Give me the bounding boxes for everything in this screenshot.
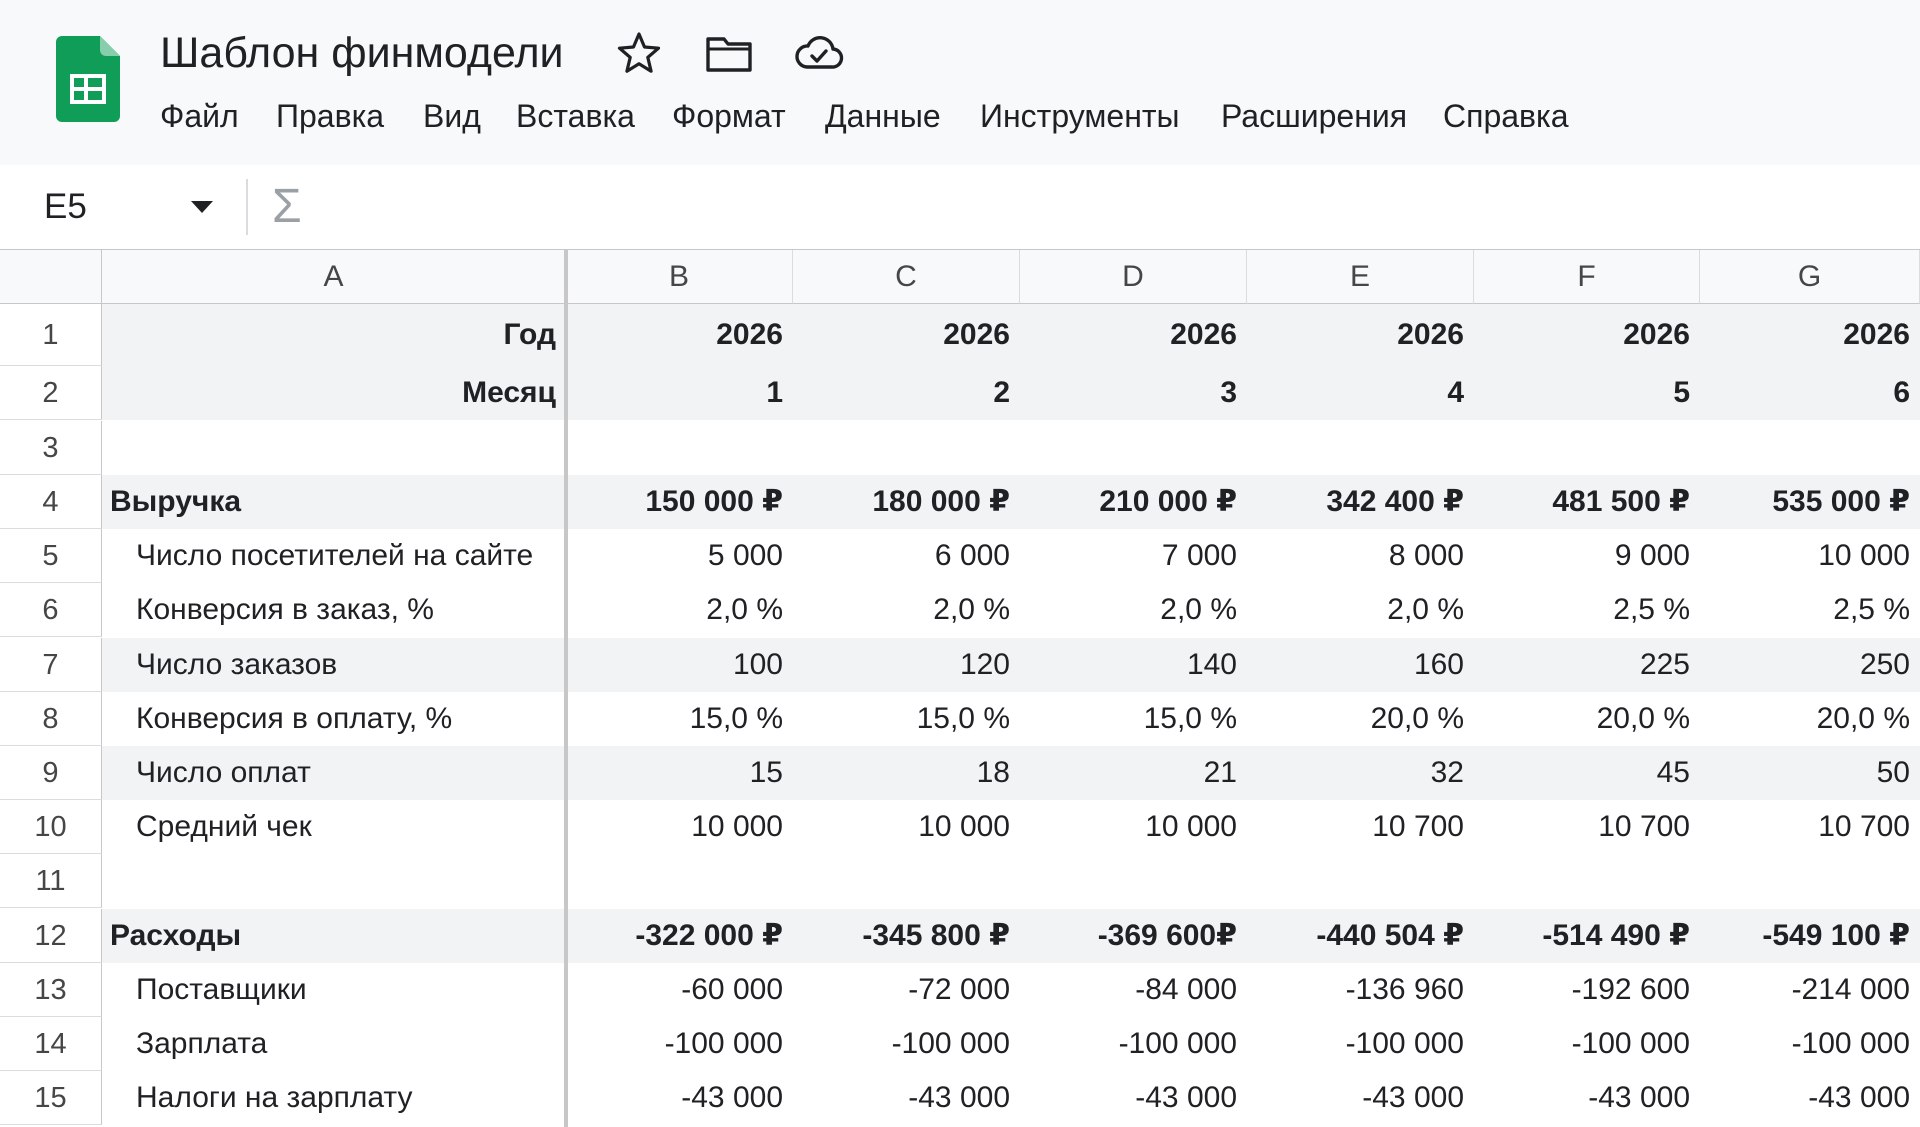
cell-f1[interactable]: 2026 [1474, 304, 1700, 366]
cell-a7[interactable]: Число заказов [102, 638, 564, 692]
cell-c14[interactable]: -100 000 [891, 1027, 1010, 1060]
column-header-e[interactable]: E [1247, 250, 1474, 304]
cell-a15[interactable]: Налоги на зарплату [136, 1081, 413, 1114]
table-row [0, 692, 1920, 746]
cell-b6[interactable]: 2,0 % [706, 593, 783, 626]
row-number-header[interactable]: 7 [0, 638, 102, 692]
cell-g6[interactable]: 2,5 % [1833, 593, 1910, 626]
cell-f9[interactable]: 45 [1474, 746, 1700, 800]
cell-c8[interactable]: 15,0 % [916, 702, 1010, 735]
column-header-d[interactable]: D [1020, 250, 1247, 304]
row-number-header[interactable]: 10 [0, 800, 102, 854]
cell-d8[interactable]: 15,0 % [1143, 702, 1237, 735]
menu-view[interactable]: Вид [423, 98, 481, 134]
table-row [0, 638, 1920, 692]
cell-d10[interactable]: 10 000 [1145, 810, 1237, 843]
row-number-header[interactable]: 3 [0, 421, 102, 475]
cell-f12[interactable]: -514 490 ₽ [1474, 909, 1700, 963]
cell-c11[interactable] [793, 854, 1020, 908]
row-number-header[interactable]: 9 [0, 746, 102, 800]
cell-f7[interactable]: 225 [1474, 638, 1700, 692]
table-row [0, 746, 1920, 800]
folder-icon[interactable] [704, 28, 754, 78]
cell-b3[interactable] [566, 421, 793, 475]
cell-b9[interactable]: 15 [566, 746, 793, 800]
cell-c7[interactable]: 120 [793, 638, 1020, 692]
cell-e11[interactable] [1247, 854, 1474, 908]
cell-e14[interactable]: -100 000 [1345, 1027, 1464, 1060]
cell-g3[interactable] [1700, 421, 1920, 475]
sheets-logo-icon[interactable] [56, 36, 120, 122]
cell-c3[interactable] [793, 421, 1020, 475]
menu-file[interactable]: Файл [160, 98, 239, 134]
cell-g8[interactable]: 20,0 % [1816, 702, 1910, 735]
row-number-header[interactable]: 13 [0, 963, 102, 1017]
cloud-saved-icon[interactable] [794, 28, 844, 78]
table-row [0, 421, 1920, 475]
row-number-header[interactable]: 2 [0, 366, 102, 420]
menu-extensions[interactable]: Расширения [1221, 98, 1408, 134]
spreadsheet-grid [0, 250, 1920, 1127]
cell-f13[interactable]: -192 600 [1571, 973, 1690, 1006]
cell-e8[interactable]: 20,0 % [1370, 702, 1464, 735]
cell-e10[interactable]: 10 700 [1372, 810, 1464, 843]
column-header-f[interactable]: F [1474, 250, 1700, 304]
cell-f8[interactable]: 20,0 % [1596, 702, 1690, 735]
cell-f11[interactable] [1474, 854, 1700, 908]
cell-a6[interactable]: Конверсия в заказ, % [136, 593, 434, 626]
cell-d14[interactable]: -100 000 [1118, 1027, 1237, 1060]
cell-d7[interactable]: 140 [1020, 638, 1247, 692]
cell-a1[interactable]: Год [102, 304, 564, 366]
cell-f10[interactable]: 10 700 [1598, 810, 1690, 843]
cell-e3[interactable] [1247, 421, 1474, 475]
cell-b8[interactable]: 15,0 % [689, 702, 783, 735]
cell-c4[interactable]: 180 000 ₽ [793, 475, 1020, 529]
cell-g12[interactable]: -549 100 ₽ [1700, 909, 1920, 963]
cell-c2[interactable]: 2 [793, 366, 1020, 420]
dropdown-caret-icon[interactable] [188, 195, 216, 219]
column-header-g[interactable]: G [1700, 250, 1920, 304]
cell-c5[interactable]: 6 000 [934, 539, 1010, 572]
cell-a4[interactable]: Выручка [102, 475, 564, 529]
cell-c13[interactable]: -72 000 [908, 973, 1010, 1006]
star-icon[interactable] [614, 28, 664, 78]
table-row [0, 366, 1920, 420]
column-header-c[interactable]: C [793, 250, 1020, 304]
cell-c12[interactable]: -345 800 ₽ [793, 909, 1020, 963]
formula-bar-divider [246, 179, 248, 235]
menu-tools[interactable]: Инструменты [980, 98, 1180, 134]
row-number-header[interactable]: 6 [0, 583, 102, 637]
cell-b10[interactable]: 10 000 [691, 810, 783, 843]
formula-input[interactable] [330, 175, 1910, 239]
cell-reference: E5 [44, 187, 87, 226]
menu-edit[interactable]: Правка [276, 98, 385, 134]
cell-c10[interactable]: 10 000 [918, 810, 1010, 843]
column-header-b[interactable]: B [566, 250, 793, 304]
cell-d3[interactable] [1020, 421, 1247, 475]
table-row [0, 800, 1920, 854]
cell-f14[interactable]: -100 000 [1571, 1027, 1690, 1060]
cell-b13[interactable]: -60 000 [681, 973, 783, 1006]
column-header-a[interactable]: A [102, 250, 566, 304]
cell-a2[interactable]: Месяц [102, 366, 564, 420]
cell-d1[interactable]: 2026 [1020, 304, 1247, 366]
document-title[interactable]: Шаблон финмодели [160, 29, 564, 77]
cell-g9[interactable]: 50 [1700, 746, 1920, 800]
cell-e13[interactable]: -136 960 [1345, 973, 1464, 1006]
row-number-header[interactable]: 5 [0, 529, 102, 583]
cell-e1[interactable]: 2026 [1247, 304, 1474, 366]
cell-b15[interactable]: -43 000 [681, 1081, 783, 1114]
table-row [0, 909, 1920, 963]
row-number-header[interactable]: 14 [0, 1017, 102, 1071]
cell-a14[interactable]: Зарплата [136, 1027, 268, 1060]
table-row [0, 475, 1920, 529]
cell-d4[interactable]: 210 000 ₽ [1020, 475, 1247, 529]
cell-e9[interactable]: 32 [1247, 746, 1474, 800]
frozen-column-divider[interactable] [564, 250, 568, 1127]
cell-c1[interactable]: 2026 [793, 304, 1020, 366]
sigma-function-icon[interactable]: Σ [272, 180, 302, 233]
cell-f2[interactable]: 5 [1474, 366, 1700, 420]
table-row [0, 854, 1920, 908]
cell-e6[interactable]: 2,0 % [1387, 593, 1464, 626]
row-number-header[interactable]: 12 [0, 909, 102, 963]
table-row [0, 583, 1920, 637]
cell-g15[interactable]: -43 000 [1808, 1081, 1910, 1114]
cell-d15[interactable]: -43 000 [1135, 1081, 1237, 1114]
cell-g4[interactable]: 535 000 ₽ [1700, 475, 1920, 529]
cell-g2[interactable]: 6 [1700, 366, 1920, 420]
cell-f15[interactable]: -43 000 [1588, 1081, 1690, 1114]
cell-e2[interactable]: 4 [1247, 366, 1474, 420]
cell-g1[interactable]: 2026 [1700, 304, 1920, 366]
app-header [0, 0, 1920, 165]
cell-f3[interactable] [1474, 421, 1700, 475]
cell-g11[interactable] [1700, 854, 1920, 908]
cell-a8[interactable]: Конверсия в оплату, % [136, 702, 453, 735]
cell-b5[interactable]: 5 000 [707, 539, 783, 572]
table-row [0, 1071, 1920, 1125]
cell-b12[interactable]: -322 000 ₽ [566, 909, 793, 963]
cell-a12[interactable]: Расходы [102, 909, 564, 963]
cell-a9[interactable]: Число оплат [102, 746, 564, 800]
cell-g5[interactable]: 10 000 [1818, 539, 1910, 572]
cell-f6[interactable]: 2,5 % [1613, 593, 1690, 626]
cell-e7[interactable]: 160 [1247, 638, 1474, 692]
cell-d13[interactable]: -84 000 [1135, 973, 1237, 1006]
cell-b14[interactable]: -100 000 [664, 1027, 783, 1060]
cell-a5[interactable]: Число посетителей на сайте [136, 539, 534, 572]
cell-d11[interactable] [1020, 854, 1247, 908]
cell-e12[interactable]: -440 504 ₽ [1247, 909, 1474, 963]
cell-d12[interactable]: -369 600₽ [1020, 909, 1247, 963]
cell-b2[interactable]: 1 [566, 366, 793, 420]
cell-e15[interactable]: -43 000 [1362, 1081, 1464, 1114]
row-number-header[interactable]: 11 [0, 854, 102, 908]
cell-a10[interactable]: Средний чек [136, 810, 312, 843]
row-number-header[interactable]: 8 [0, 692, 102, 746]
name-box[interactable] [0, 165, 240, 249]
cell-c9[interactable]: 18 [793, 746, 1020, 800]
cell-e5[interactable]: 8 000 [1388, 539, 1464, 572]
cell-a11[interactable] [102, 854, 564, 908]
formula-bar [0, 165, 1920, 250]
table-row [0, 304, 1920, 366]
row-number-header[interactable]: 4 [0, 475, 102, 529]
cell-d2[interactable]: 3 [1020, 366, 1247, 420]
cell-g7[interactable]: 250 [1700, 638, 1920, 692]
cell-g13[interactable]: -214 000 [1791, 973, 1910, 1006]
menu-data[interactable]: Данные [825, 98, 941, 134]
cell-g14[interactable]: -100 000 [1791, 1027, 1910, 1060]
cell-a3[interactable] [102, 421, 564, 475]
cell-b7[interactable]: 100 [566, 638, 793, 692]
table-row [0, 963, 1920, 1017]
table-row [0, 529, 1920, 583]
menu-insert[interactable]: Вставка [516, 98, 635, 134]
select-all-corner[interactable] [0, 250, 102, 304]
cell-d5[interactable]: 7 000 [1161, 539, 1237, 572]
row-number-header[interactable]: 1 [0, 304, 102, 366]
menu-help[interactable]: Справка [1443, 98, 1569, 134]
cell-b1[interactable]: 2026 [566, 304, 793, 366]
cell-b11[interactable] [566, 854, 793, 908]
cell-a13[interactable]: Поставщики [136, 973, 307, 1006]
menu-format[interactable]: Формат [672, 98, 786, 134]
cell-d9[interactable]: 21 [1020, 746, 1247, 800]
cell-d6[interactable]: 2,0 % [1160, 593, 1237, 626]
cell-c6[interactable]: 2,0 % [933, 593, 1010, 626]
table-row [0, 1017, 1920, 1071]
cell-e4[interactable]: 342 400 ₽ [1247, 475, 1474, 529]
cell-b4[interactable]: 150 000 ₽ [566, 475, 793, 529]
cell-g10[interactable]: 10 700 [1818, 810, 1910, 843]
cell-f4[interactable]: 481 500 ₽ [1474, 475, 1700, 529]
cell-f5[interactable]: 9 000 [1614, 539, 1690, 572]
cell-c15[interactable]: -43 000 [908, 1081, 1010, 1114]
row-number-header[interactable]: 15 [0, 1071, 102, 1125]
